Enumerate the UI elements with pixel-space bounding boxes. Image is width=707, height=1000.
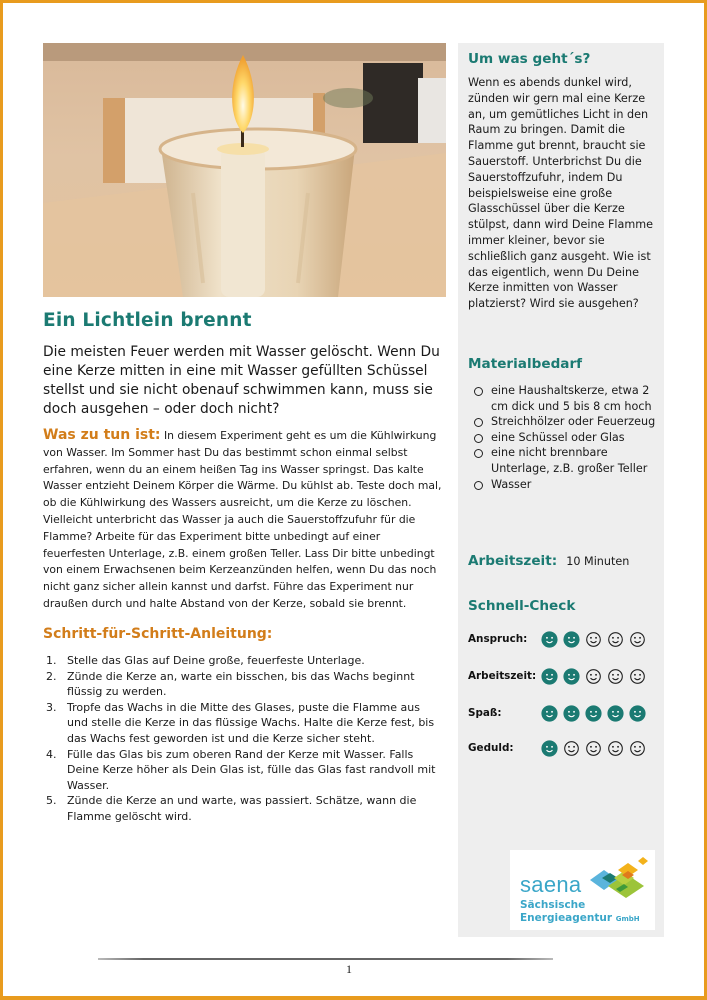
material-item	[474, 445, 659, 476]
material-text: Streichhölzer oder Feuerzeug	[491, 415, 656, 429]
logo-suffix: GmbH	[615, 915, 640, 923]
candle-photo	[43, 43, 446, 297]
worktime-label: Arbeitszeit:	[468, 553, 558, 569]
step-item	[43, 653, 443, 669]
smiley-filled-icon	[563, 668, 580, 685]
rating-row-anspruch	[468, 631, 660, 649]
smiley-filled-icon	[629, 705, 646, 722]
step-number: 5.	[46, 794, 57, 808]
rating-row-geduld	[468, 740, 660, 758]
smiley-outline-icon	[629, 631, 646, 648]
info-sidebar	[458, 43, 664, 937]
page-title: Ein Lichtlein brennt	[43, 310, 252, 331]
about-heading: Um was geht´s?	[468, 51, 591, 67]
rating-faces	[541, 740, 646, 757]
step-number: 4.	[46, 747, 57, 761]
step-text: Zünde die Kerze an und warte, was passiert. Schätze, wann die Flamme gelöscht wird.	[67, 794, 417, 823]
quick-check-heading: Schnell-Check	[468, 598, 576, 614]
step-item	[43, 700, 443, 747]
page-number: 1	[346, 962, 352, 976]
material-text: eine Haushaltskerze, etwa 2 cm dick und 5 bis 8 cm hoch	[491, 384, 652, 413]
circle-bullet-icon	[474, 418, 483, 427]
todo-section	[43, 427, 443, 613]
smiley-outline-icon	[607, 740, 624, 757]
step-text: Fülle das Glas bis zum oberen Rand der Kerze mit Wasser. Falls Deine Kerze höher als Dein Glas ist, fülle das Glas fast randvoll mit Wasser.	[67, 747, 436, 792]
smiley-outline-icon	[607, 668, 624, 685]
circle-bullet-icon	[474, 387, 483, 396]
materials-list	[474, 383, 659, 492]
smiley-outline-icon	[585, 668, 602, 685]
logo-line2-text: Energieagentur	[520, 912, 613, 924]
smiley-outline-icon	[629, 668, 646, 685]
rating-label: Geduld:	[468, 742, 514, 754]
smiley-filled-icon	[541, 705, 558, 722]
rating-row-arbeitszeit	[468, 668, 660, 686]
worktime-value: 10 Minuten	[566, 555, 630, 568]
smiley-filled-icon	[607, 705, 624, 722]
smiley-outline-icon	[585, 631, 602, 648]
material-item	[474, 430, 659, 446]
material-text: Wasser	[491, 477, 532, 491]
rating-faces	[541, 705, 646, 722]
saena-logo	[510, 850, 655, 930]
material-item	[474, 414, 659, 430]
footer-divider	[98, 958, 553, 960]
intro-text: Die meisten Feuer werden mit Wasser gelöscht. Wenn Du eine Kerze mitten in eine mit Wasser gefüllten Schüssel stellst und sie nicht obenauf schwimmen kann, muss sie doch ausgehen – oder doch nicht?	[43, 344, 440, 417]
steps-heading: Schritt-für-Schritt-Anleitung:	[43, 626, 273, 642]
materials-heading: Materialbedarf	[468, 356, 583, 372]
rating-row-spass	[468, 705, 660, 723]
rating-label: Anspruch:	[468, 633, 528, 645]
step-text: Tropfe das Wachs in die Mitte des Glases, puste die Flamme aus und stelle die Kerze in das flüssige Wachs. Halte die Kerze fest, bis das Wachs fest geworden ist und die Kerze sicher steht.	[67, 700, 435, 745]
logo-wordmark: saena	[520, 872, 582, 897]
step-item	[43, 747, 443, 794]
steps-list	[43, 653, 443, 825]
material-item	[474, 477, 659, 493]
step-number: 2.	[46, 669, 57, 683]
smiley-filled-icon	[541, 668, 558, 685]
step-number: 3.	[46, 700, 57, 714]
step-text: Zünde die Kerze an, warte ein bisschen, bis das Wachs beginnt flüssig zu werden.	[67, 669, 415, 699]
smiley-filled-icon	[563, 631, 580, 648]
step-number: 1.	[46, 654, 57, 667]
smiley-outline-icon	[629, 740, 646, 757]
smiley-outline-icon	[585, 740, 602, 757]
material-text: eine nicht brennbare Unterlage, z.B. großer Teller	[491, 446, 648, 475]
rating-faces	[541, 631, 646, 648]
rating-faces	[541, 668, 646, 685]
circle-bullet-icon	[474, 449, 483, 458]
smiley-filled-icon	[541, 631, 558, 648]
smiley-filled-icon	[585, 705, 602, 722]
todo-heading: Was zu tun ist:	[43, 427, 161, 443]
smiley-filled-icon	[541, 740, 558, 757]
circle-bullet-icon	[474, 481, 483, 490]
logo-diamonds-icon	[588, 856, 650, 904]
rating-label: Arbeitszeit:	[468, 670, 537, 682]
smiley-outline-icon	[563, 740, 580, 757]
logo-line2	[520, 912, 640, 924]
circle-bullet-icon	[474, 434, 483, 443]
rating-label: Spaß:	[468, 707, 502, 719]
about-text: Wenn es abends dunkel wird, zünden wir gern mal eine Kerze an, um gemütliches Licht in den Raum zu bringen. Damit die Flamme gut brennt, braucht sie Sauerstoff. Unterbrichst Du die Sauerstoffzufuhr, indem Du beispielsweise eine große Glasschüssel über die Kerze stülpst, dann wird Deine Flamme immer kleiner, bevor sie schließlich ganz ausgeht. Wie ist das eigentlich, wenn Du Deine Kerze inmitten von Wasser platzierst? Wird sie ausgehen?	[468, 76, 654, 311]
smiley-outline-icon	[607, 631, 624, 648]
step-text: Stelle das Glas auf Deine große, feuerfeste Unterlage.	[67, 654, 365, 667]
step-item	[43, 793, 443, 824]
worktime	[468, 550, 629, 569]
logo-line1: Sächsische	[520, 899, 586, 911]
material-text: eine Schüssel oder Glas	[491, 430, 625, 444]
material-item	[474, 383, 659, 414]
smiley-filled-icon	[563, 705, 580, 722]
step-item	[43, 669, 443, 700]
todo-text: In diesem Experiment geht es um die Kühlwirkung von Wasser. Im Sommer hast Du das bestimmt schon einmal selbst erfahren, wenn du an einem heißen Tag ins Wasser springst. Das kalte Wasser entzieht Deinem Körper die Wärme. Du kühlst ab. Teste doch mal, ob die Kühlwirkung des Wassers ausreicht, um die Kerze zu löschen. Vielleicht unterbricht das Wasser ja auch die Sauerstoffzufuhr für die Flamme? Arbeite für das Experiment bitte unbedingt auf einer feuerfesten Unterlage, z.B. einem großen Teller. Lass Dir bitte unbedingt von einem Erwachsenen beim Kerzeanzünden helfen, wenn Du das noch nicht ganz sicher allein kannst und darfst. Führe das Experiment nur draußen durch und halte Abstand von der Kerze, sobald sie brennt.	[43, 429, 442, 610]
